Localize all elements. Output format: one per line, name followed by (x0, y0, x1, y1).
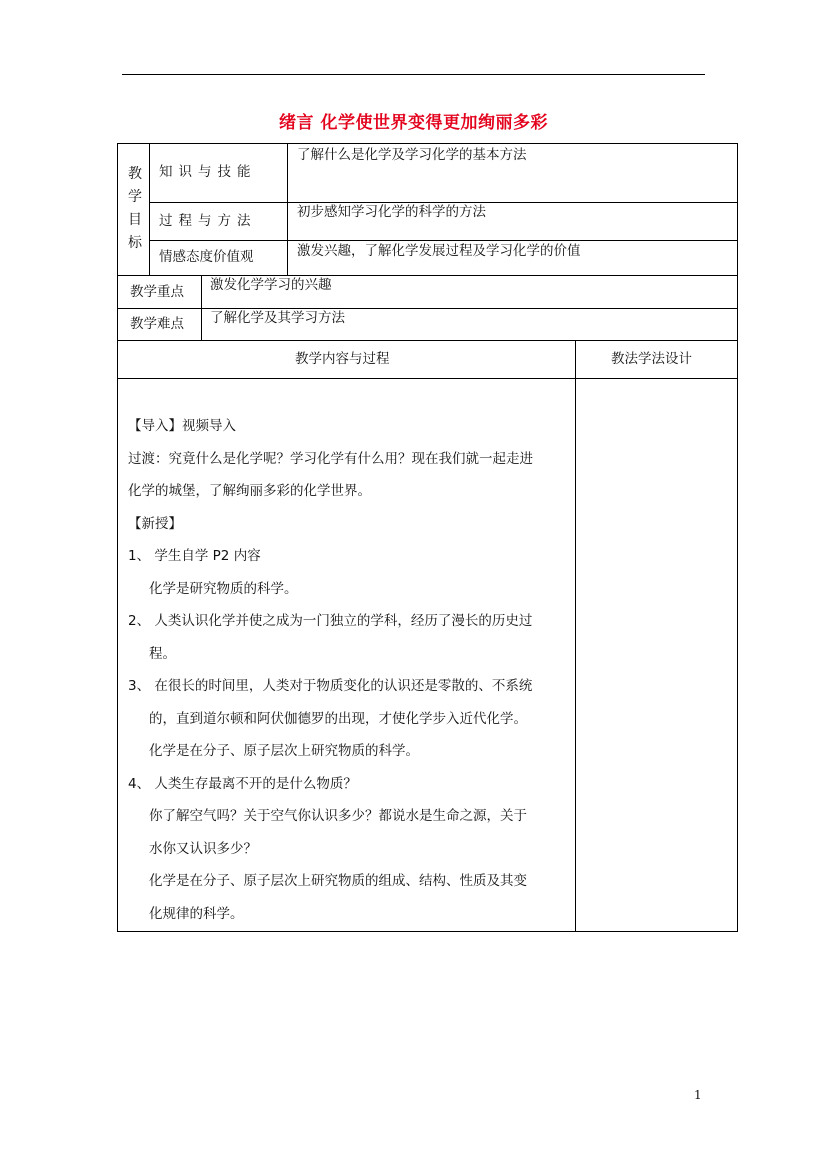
difficult-point-content: 了解化学及其学习方法 (210, 310, 345, 326)
text-line: 【导入】视频导入 (128, 418, 236, 434)
objective-label-knowledge: 知识与技能 (159, 164, 257, 180)
text-line: 4、 人类生存最离不开的是什么物质？ (128, 775, 357, 792)
text-line: 过渡：究竟什么是化学呢？学习化学有什么用？现在我们就一起走进 (128, 450, 533, 467)
objective-content-process: 初步感知学习化学的科学的方法 (297, 204, 486, 220)
row-divider (149, 240, 738, 241)
objective-content-knowledge: 了解什么是化学及学习化学的基本方法 (297, 147, 527, 163)
row-divider (117, 340, 738, 341)
text-line: 水你又认识多少？ (149, 840, 257, 857)
page-number: 1 (694, 1088, 702, 1102)
text-line: 你了解空气吗？关于空气你认识多少？都说水是生命之源，关于 (149, 808, 527, 824)
text-line: 化学是在分子、原子层次上研究物质的科学。 (149, 743, 419, 759)
text-line: 1、 学生自学 P2 内容 (128, 548, 261, 564)
row-divider (117, 378, 738, 379)
objectives-label: 教学目标 (128, 166, 142, 251)
key-point-content: 激发化学学习的兴趣 (210, 277, 332, 293)
text-line: 2、 人类认识化学并使之成为一门独立的学科，经历了漫长的历史过 (128, 613, 533, 629)
text-line: 3、 在很长的时间里，人类对于物质变化的认识还是零散的、不系统 (128, 678, 533, 694)
col-divider (575, 340, 576, 931)
text-line: 程。 (149, 645, 176, 662)
text-line: 的，直到道尔顿和阿伏伽德罗的出现，才使化学步入近代化学。 (149, 710, 527, 727)
difficult-point-label: 教学难点 (130, 316, 184, 332)
text-line: 化学是在分子、原子层次上研究物质的组成、结构、性质及其变 (149, 873, 527, 889)
header-rule (122, 74, 705, 75)
page-title: 绪言 化学使世界变得更加绚丽多彩 (279, 113, 548, 133)
text-line: 化规律的科学。 (149, 905, 244, 922)
lesson-plan-table (117, 143, 738, 932)
text-line: 【新授】 (128, 515, 182, 532)
table-border-right (737, 143, 738, 932)
text-line: 化学的城堡，了解绚丽多彩的化学世界。 (128, 483, 371, 499)
key-point-label: 教学重点 (130, 284, 184, 300)
objective-label-process: 过程与方法 (159, 213, 257, 229)
table-border-top (117, 143, 738, 144)
table-border-bottom (117, 931, 738, 932)
text-line: 化学是研究物质的科学。 (149, 580, 298, 597)
process-column-header: 教学内容与过程 (295, 351, 390, 367)
col-divider (287, 143, 288, 275)
table-border-left (117, 143, 118, 932)
col-divider (201, 275, 202, 340)
col-divider (149, 143, 150, 275)
method-column-header: 教法学法设计 (611, 351, 692, 367)
objective-content-emotion: 激发兴趣，了解化学发展过程及学习化学的价值 (297, 243, 581, 259)
objective-label-emotion: 情感态度价值观 (159, 249, 254, 265)
process-content (128, 410, 568, 930)
